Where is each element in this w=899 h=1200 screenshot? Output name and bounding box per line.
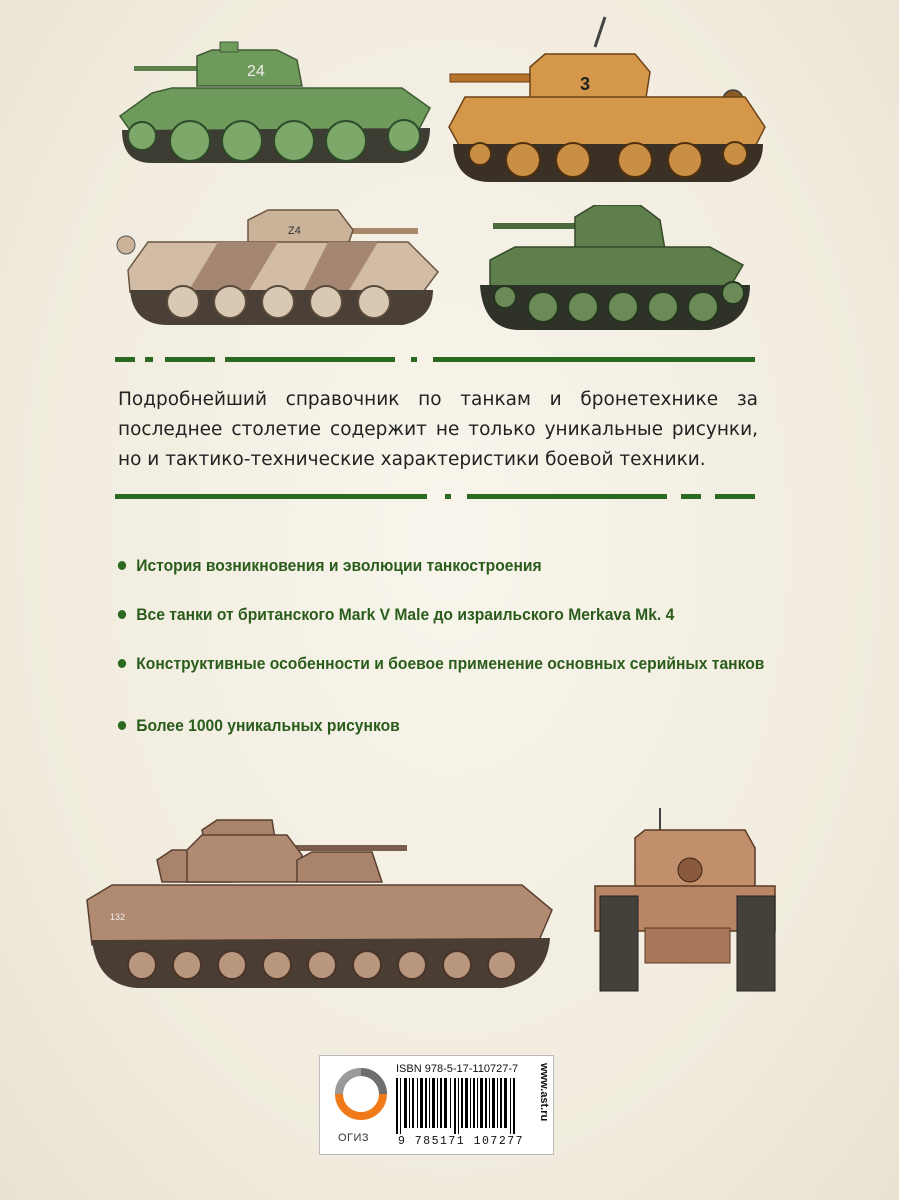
divider-bottom — [115, 492, 755, 500]
feature-text: История возникновения и эволюции танкостроения — [136, 556, 542, 575]
intro-paragraph: Подробнейший справочник по танкам и бронетехнике за последнее столетие содержит не только уникальные рисунки, но и тактико-технические характеристики боевой техники. — [118, 389, 758, 470]
feature-text: Конструктивные особенности и боевое применение основных серийных танков — [136, 654, 765, 673]
feature-item — [116, 654, 764, 674]
tank-illustration-green-bt — [112, 38, 437, 173]
publisher-url: www.ast.ru — [538, 1063, 550, 1122]
bullet-dot — [118, 610, 126, 619]
tank-number-label: 3 — [580, 74, 591, 94]
tank-illustration-green-t70 — [475, 205, 760, 335]
bullet-dot — [118, 721, 126, 730]
barcode-lines — [396, 1078, 516, 1134]
tank-illustration-camo-crusader — [108, 200, 443, 330]
feature-text: Все танки от британского Mark V Male до израильского Merkava Mk. 4 — [136, 605, 675, 624]
tank-number-label: 24 — [247, 63, 265, 80]
publisher-name: ОГИЗ — [338, 1132, 370, 1144]
publisher-logo-icon — [335, 1068, 387, 1120]
feature-item — [116, 716, 764, 736]
barcode-number: 9 785171 107277 — [398, 1135, 525, 1148]
feature-item — [116, 605, 764, 625]
feature-list — [116, 550, 821, 736]
bullet-dot — [118, 659, 126, 668]
feature-item — [116, 556, 764, 576]
tank-marking-label: Z4 — [288, 225, 301, 237]
bullet-dot — [118, 561, 126, 570]
feature-text: Более 1000 уникальных рисунков — [136, 716, 400, 735]
isbn-label: ISBN 978-5-17-110727-7 — [396, 1063, 519, 1075]
barcode-block — [319, 1055, 554, 1155]
divider-top — [115, 355, 755, 363]
tank-marking-label: 132 — [110, 912, 126, 922]
tank-illustration-tan-cruiser — [445, 12, 770, 190]
tank-illustration-multiturret-t28 — [82, 810, 562, 995]
tank-illustration-front-view — [585, 808, 780, 993]
